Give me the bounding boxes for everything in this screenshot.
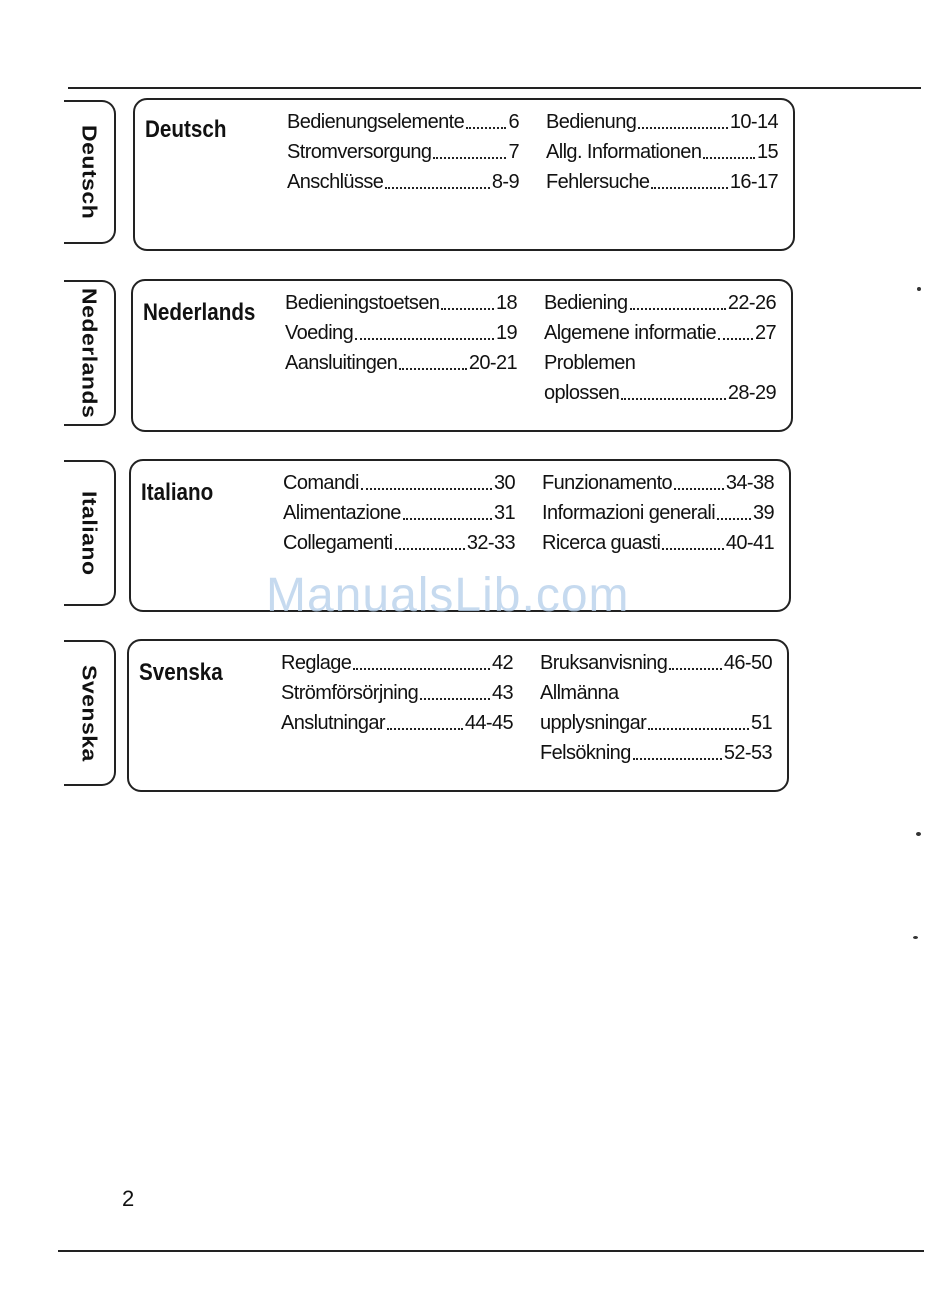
tab-svenska[interactable] (64, 640, 116, 786)
toc-column-2 (544, 285, 776, 405)
section-title: Deutsch (145, 116, 227, 143)
toc-entry[interactable]: Collegamenti 32-33 (283, 532, 515, 554)
toc-entry[interactable]: Anschlüsse 8-9 (287, 171, 519, 193)
toc-entry[interactable]: Anslutningar 44-45 (281, 712, 513, 734)
tab-nederlands[interactable] (64, 280, 116, 426)
section-title: Svenska (139, 659, 223, 686)
toc-entry[interactable]: Bediening 22-26 (544, 292, 776, 314)
toc-entry[interactable]: Bruksanvisning 46-50 (540, 652, 772, 674)
scan-speck (917, 287, 921, 291)
tab-deutsch[interactable] (64, 100, 116, 244)
toc-entry[interactable]: upplysningar 51 (540, 712, 772, 734)
tab-italiano[interactable] (64, 460, 116, 606)
toc-entry[interactable]: Reglage 42 (281, 652, 513, 674)
toc-column-2 (546, 104, 778, 194)
toc-entry[interactable]: Strömförsörjning 43 (281, 682, 513, 704)
scan-speck (916, 832, 921, 836)
toc-entry[interactable]: Bedieningstoetsen 18 (285, 292, 517, 314)
toc-column-1 (283, 465, 515, 555)
toc-entry[interactable]: Bedienungselemente 6 (287, 111, 519, 133)
section-box-nederlands (131, 279, 793, 432)
tab-label: Nederlands (77, 287, 102, 419)
toc-entry[interactable]: Felsökning 52-53 (540, 742, 772, 764)
toc-column-1 (281, 645, 513, 735)
toc-column-1 (287, 104, 519, 194)
tab-label: Deutsch (77, 124, 102, 220)
toc-entry[interactable]: Allg. Informationen 15 (546, 141, 778, 163)
section-box-svenska (127, 639, 789, 792)
toc-entry[interactable]: Comandi 30 (283, 472, 515, 494)
toc-entry[interactable]: Stromversorgung 7 (287, 141, 519, 163)
toc-entry[interactable]: Fehlersuche 16-17 (546, 171, 778, 193)
toc-entry[interactable]: Informazioni generali 39 (542, 502, 774, 524)
toc-entry[interactable]: Funzionamento 34-38 (542, 472, 774, 494)
section-title: Nederlands (143, 299, 256, 326)
section-box-deutsch (133, 98, 795, 251)
toc-entry[interactable]: Bedienung 10-14 (546, 111, 778, 133)
page-number: 2 (122, 1186, 135, 1211)
toc-entry[interactable]: Allmänna (540, 682, 619, 704)
toc-entry[interactable]: Aansluitingen 20-21 (285, 352, 517, 374)
toc-entry[interactable]: Algemene informatie 27 (544, 322, 776, 344)
scan-speck (913, 936, 918, 939)
watermark: ManualsLib.com (266, 569, 630, 622)
tab-label: Italiano (77, 490, 102, 576)
toc-column-2 (542, 465, 774, 555)
top-rule (68, 87, 921, 89)
toc-entry[interactable]: Voeding 19 (285, 322, 517, 344)
toc-column-1 (285, 285, 517, 375)
toc-column-2 (540, 645, 772, 765)
toc-entry[interactable]: oplossen 28-29 (544, 382, 776, 404)
bottom-rule (58, 1250, 924, 1252)
section-title: Italiano (141, 479, 214, 506)
toc-entry[interactable]: Alimentazione 31 (283, 502, 515, 524)
toc-entry[interactable]: Problemen (544, 352, 636, 374)
toc-entry[interactable]: Ricerca guasti 40-41 (542, 532, 774, 554)
tab-label: Svenska (77, 664, 102, 762)
